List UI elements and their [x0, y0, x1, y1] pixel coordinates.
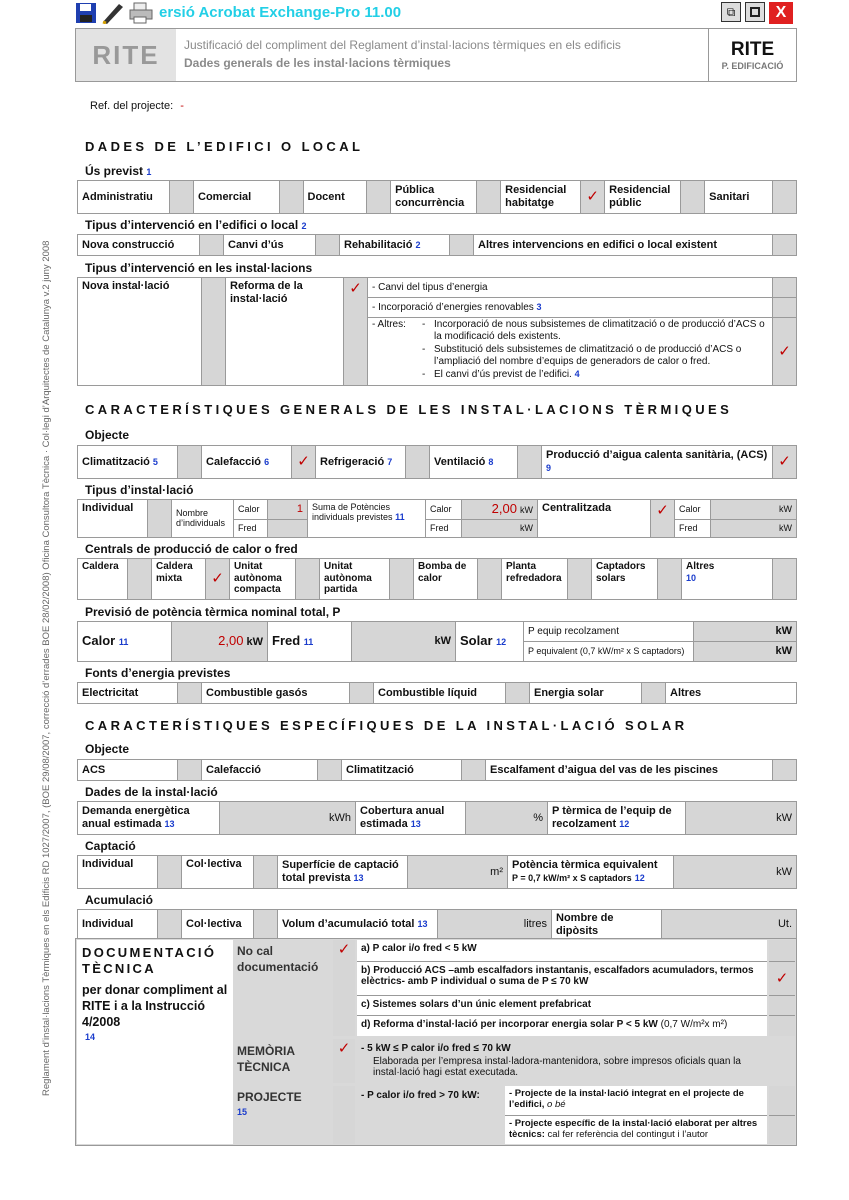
doc-projecte-line: - P calor i/o fred > 70 kW: [361, 1090, 480, 1101]
acum-volum-value[interactable]: litres [438, 910, 552, 940]
centrals-captadors-check[interactable] [658, 559, 682, 600]
acum-label: Acumulació [85, 893, 154, 907]
dades-pterm-label: P tèrmica de l’equip de recolzament [552, 805, 672, 830]
doc-title: DOCUMENTACIÓ TÈCNICA [82, 945, 217, 977]
capt-potencia [508, 856, 674, 889]
prev-pequip-value[interactable]: kW [694, 622, 797, 642]
save-icon[interactable] [75, 2, 97, 24]
tipus-centralitzada-check[interactable] [651, 500, 675, 538]
tipus-individual-check[interactable] [148, 500, 172, 538]
us-publica: Pública concurrència [391, 181, 477, 214]
us-label-text: Ús previst [85, 164, 144, 178]
tipus-suma-calor-value-text: 2,00 [491, 501, 517, 516]
obj3-piscines-check[interactable] [773, 760, 797, 781]
section1-title: DADES DE L’EDIFICI O LOCAL [85, 139, 364, 154]
header-right-title: RITE [730, 39, 775, 60]
us-res-habitatge-check[interactable] [581, 181, 605, 214]
prev-label: Previsió de potència tèrmica nominal total, P [85, 605, 341, 619]
inst-altres-check[interactable] [773, 318, 797, 386]
us-administratiu-check[interactable] [170, 181, 194, 214]
fonts-table [77, 682, 797, 704]
check-mark-icon: ✓ [211, 570, 224, 588]
dades-pterm [548, 802, 686, 835]
us-res-public-check[interactable] [681, 181, 705, 214]
centrals-bomba-check[interactable] [478, 559, 502, 600]
dades-label: Dades de la instal·lació [85, 785, 218, 799]
prev-fred-label: Fred [272, 633, 301, 649]
int-nova: Nova construcció [78, 235, 200, 256]
centrals-compacta: Unitat autònoma compacta [230, 559, 296, 600]
doc-proj2 [505, 1116, 767, 1144]
obj2-acs-ref: 9 [546, 463, 552, 473]
int-label-text: Tipus d’intervenció en l’edifici o local [85, 218, 299, 232]
obj2-refrig-label: Refrigeració [320, 455, 385, 468]
inst-table [77, 277, 797, 386]
tipus-cent-calor-label: Calor [675, 500, 711, 520]
us-sanitari-check[interactable] [773, 181, 797, 214]
capt-potencia-formula: P = 0,7 kW/m² x S captadors [512, 873, 632, 883]
tipus-suma-ref: 11 [395, 512, 405, 523]
check-mark-icon: ✓ [656, 502, 669, 519]
dades-pterm-ref: 12 [619, 819, 630, 829]
int-rehab-ref: 2 [415, 239, 421, 250]
dades-demanda-ref: 13 [164, 819, 175, 829]
doc-projecte-checks [769, 1086, 795, 1144]
obj3-piscines: Escalfament d’aigua del vas de les piscines [486, 760, 773, 781]
obj3-climat: Climatització [342, 760, 462, 781]
int-rehab-check[interactable] [450, 235, 474, 256]
centrals-altres-ref: 10 [686, 572, 697, 583]
fonts-solar: Energia solar [530, 683, 642, 704]
obj2-climat-ref: 5 [152, 456, 158, 467]
inst-nova-check[interactable] [202, 278, 226, 386]
restore-button[interactable]: ⧉ [721, 2, 741, 22]
obj2-calef-label: Calefacció [206, 455, 262, 468]
dades-demanda [78, 802, 220, 835]
doc-memoria-check[interactable] [333, 1039, 355, 1083]
centrals-label: Centrals de producció de calor o fred [85, 542, 298, 556]
dades-cobertura-label: Cobertura anual estimada [360, 805, 445, 830]
doc-proj2-check[interactable] [769, 1116, 795, 1144]
centrals-captadors: Captadors solars [592, 559, 658, 600]
doc-d-unit: (0,7 W/m²x m²) [660, 1019, 728, 1030]
int-rehab [340, 235, 450, 256]
dades-cobertura-value[interactable]: % [466, 802, 548, 835]
tipus-cent-fred-label: Fred [675, 519, 711, 537]
obj2-refrig-ref: 7 [387, 456, 393, 467]
obj2-table [77, 445, 797, 479]
inst-incorporacio [368, 298, 773, 318]
dades-pterm-value[interactable]: kW [686, 802, 797, 835]
inst-reforma-check[interactable] [344, 278, 368, 386]
us-comercial-check[interactable] [279, 181, 303, 214]
tipus-calor-value[interactable] [268, 500, 308, 520]
prev-calor [78, 622, 172, 662]
fonts-gas-check[interactable] [350, 683, 374, 704]
us-table [77, 180, 797, 214]
prev-pequiv-value[interactable]: kW [694, 642, 797, 662]
dades-cobertura-ref: 13 [410, 819, 421, 829]
doc-c: c) Sistemes solars d’un únic element prefabricat [357, 996, 767, 1016]
centrals-partida-check[interactable] [390, 559, 414, 600]
fonts-gas: Combustible gasós [202, 683, 350, 704]
doc-projecte-label: PROJECTE [237, 1090, 302, 1104]
prev-table [77, 621, 797, 662]
tipus-suma-calor-value[interactable] [462, 500, 538, 520]
int-nova-check[interactable] [200, 235, 224, 256]
us-sanitari: Sanitari [705, 181, 773, 214]
inst-nova: Nova instal·lació [78, 278, 202, 386]
us-res-habitatge: Residencial habitatge [501, 181, 581, 214]
maximize-button[interactable] [745, 2, 765, 22]
obj2-acs-check[interactable] [773, 446, 797, 479]
acum-table [77, 909, 797, 940]
prev-calor-value[interactable] [172, 622, 268, 662]
centrals-compacta-check[interactable] [296, 559, 320, 600]
prev-pequip: P equip recolzament [524, 622, 694, 642]
fonts-elec: Electricitat [78, 683, 178, 704]
capt-potencia-label: Potència tèrmica equivalent [512, 859, 658, 872]
doc-nocal: No cal documentació [237, 944, 319, 974]
tipus-individual: Individual [78, 500, 148, 538]
check-mark-icon: ✓ [337, 941, 351, 958]
tipus-calor-value-text: 1 [296, 503, 303, 516]
obj2-refrig-check[interactable] [406, 446, 430, 479]
doc-proj2-rest: cal fer referència del contingut i l’autor [547, 1129, 709, 1140]
doc-d [357, 1016, 767, 1036]
tipus-cent-calor-value[interactable]: kW [711, 500, 797, 520]
doc-proj1-check[interactable] [769, 1086, 795, 1116]
capt-label: Captació [85, 839, 136, 853]
int-label [85, 218, 307, 232]
us-res-public: Residencial públic [605, 181, 681, 214]
int-altres-check[interactable] [773, 235, 797, 256]
obj2-label: Objecte [85, 428, 130, 442]
section3-title: CARACTERÍSTIQUES ESPECÍFIQUES DE LA INSTAL·LACIÓ SOLAR [85, 718, 688, 733]
check-mark-icon: ✓ [778, 342, 791, 360]
acum-volum-ref: 13 [417, 919, 428, 930]
doc-proj1-o: o bé [547, 1099, 566, 1110]
capt-superficie-value[interactable]: m² [408, 856, 508, 889]
acum-volum-label: Volum d’acumulació total [282, 918, 415, 931]
prev-calor-value-text: 2,00 [218, 633, 244, 649]
doc-memoria-line: - 5 kW ≤ P calor i/o fred ≤ 70 kW [361, 1043, 511, 1054]
doc-projecte-options [505, 1086, 767, 1144]
inst-incorporacio-check[interactable] [773, 298, 797, 318]
doc-c-check[interactable] [769, 996, 795, 1016]
centrals-planta: Planta refredadora [502, 559, 568, 600]
doc-left [77, 940, 233, 1144]
us-comercial: Comercial [194, 181, 280, 214]
inst-reforma: Reforma de la instal·lació [226, 278, 344, 386]
centrals-table [77, 558, 797, 600]
fonts-elec-check[interactable] [178, 683, 202, 704]
us-publica-check[interactable] [477, 181, 501, 214]
capt-superficie-ref: 13 [353, 873, 364, 883]
centrals-caldera: Caldera [78, 559, 128, 600]
fonts-altres: Altres [666, 683, 797, 704]
acum-collectiva-check[interactable] [254, 910, 278, 940]
check-mark-icon: ✓ [349, 280, 362, 297]
inst-incorporacio-label: - Incorporació d’energies renovables [372, 301, 534, 313]
acum-collectiva: Col·lectiva [182, 910, 254, 940]
capt-superficie [278, 856, 408, 889]
us-label [85, 164, 151, 178]
fonts-liquid: Combustible líquid [374, 683, 506, 704]
capt-table [77, 855, 797, 889]
obj3-climat-check[interactable] [462, 760, 486, 781]
acum-nombre: Nombre de dipòsits [552, 910, 662, 940]
inst-altres-item3: El canvi d’ús previst de l’edifici. [434, 369, 572, 380]
fonts-solar-check[interactable] [642, 683, 666, 704]
tipus-fred-label: Fred [234, 519, 268, 537]
header-line2: Dades generals de les instal·lacions tèrmiques [184, 56, 451, 70]
doc-proj2-text: - Projecte específic de la instal·lació elaborat per altres tècnics: [509, 1118, 758, 1140]
doc-a: a) P calor i/o fred < 5 kW [357, 940, 767, 962]
prev-calor-label: Calor [82, 633, 116, 649]
int-ref: 2 [301, 221, 307, 231]
tipus-fred-value[interactable] [268, 519, 308, 537]
fonts-liquid-check[interactable] [506, 683, 530, 704]
us-ref: 1 [146, 167, 152, 177]
prev-calor-ref: 11 [118, 637, 129, 648]
acum-individual: Individual [78, 910, 158, 940]
inst-canvi-tipus-check[interactable] [773, 278, 797, 298]
doc-d-check[interactable] [769, 1016, 795, 1036]
doc-nocal-lines [357, 940, 767, 1036]
inst-altres-item2: Substitució dels subsistemes de climatització o de producció d’ACS o l’ampliació del nombre d’equips de generadors de calor o fred. [434, 344, 742, 367]
doc-projecte-ref: 15 [237, 1107, 248, 1117]
doc-memoria-text [357, 1039, 767, 1083]
capt-potencia-ref: 12 [634, 873, 645, 883]
centrals-caldera-mixta: Caldera mixta [152, 559, 206, 600]
doc-memoria-desc: Elaborada per l’empresa instal·ladora-mantenidora, sobre impresos oficials quan la instal·lació hagi estat executada. [373, 1056, 741, 1078]
capt-potencia-value[interactable]: kW [674, 856, 797, 889]
int-canvi: Canvi d’ús [224, 235, 316, 256]
check-mark-icon: ✓ [775, 970, 789, 987]
obj2-acs-label: Producció d’aigua calenta sanitària, (ACS) [546, 449, 768, 462]
tipus-label: Tipus d’instal·lació [85, 483, 194, 497]
centrals-caldera-mixta-check[interactable] [206, 559, 230, 600]
int-canvi-check[interactable] [316, 235, 340, 256]
obj2-acs [542, 446, 773, 479]
obj2-calef-ref: 6 [264, 456, 270, 467]
capt-individual-check[interactable] [158, 856, 182, 889]
capt-individual: Individual [78, 856, 158, 889]
inst-altres: - Altres: - Incorporació de nous subsistemes de climatització o de producció d’ACS o la modificació dels existents. - Substitució dels subsistemes de climatització o de producció d’ACS o l’ampliació del nombre d’equips de generadors de calor o fred. - El canvi d’ús previst de l’edifici. 4 [368, 318, 773, 386]
tipus-cent-fred-value[interactable]: kW [711, 519, 797, 537]
project-ref-value[interactable]: - [180, 100, 184, 112]
toolbar [75, 2, 797, 26]
obj2-refrig [316, 446, 406, 479]
sidebar-text: Reglament d’instal·lacions Tèrmiques en els Edificis RD 1027/2007, (BOE 29/08/2007, correcció d’errades BOE 28/02/2008) Oficina Consultora Tècnica · Col·legi d’Arquitectes de Catalunya v.2 juny 2008 [41, 240, 52, 1096]
prev-pequiv: P equivalent (0,7 kW/m² x S captadors) [524, 642, 694, 662]
obj2-climat-label: Climatització [82, 455, 150, 468]
tipus-suma-fred-label: Fred [426, 519, 462, 537]
tipus-suma-fred-value[interactable]: kW [462, 519, 538, 537]
capt-collectiva-check[interactable] [254, 856, 278, 889]
doc-nocal-check[interactable] [333, 940, 355, 1036]
prev-fred-ref: 11 [303, 637, 314, 648]
us-administratiu: Administratiu [78, 181, 170, 214]
doc-ref: 14 [85, 1032, 96, 1043]
doc-b-check[interactable] [769, 962, 795, 996]
doc-projecte [237, 1090, 333, 1117]
tipus-centralitzada: Centralitzada [538, 500, 651, 538]
section2-title: CARACTERÍSTIQUES GENERALS DE LES INSTAL·LACIONS TÈRMIQUES [85, 402, 733, 417]
centrals-caldera-check[interactable] [128, 559, 152, 600]
check-mark-icon: ✓ [337, 1040, 351, 1057]
doc-right-checks [769, 940, 795, 1036]
toolbar-title: ersió Acrobat Exchange-Pro 11.00 [159, 4, 402, 21]
prev-fred [268, 622, 352, 662]
obj2-climat [78, 446, 178, 479]
prev-solar [456, 622, 524, 662]
obj3-acs: ACS [78, 760, 178, 781]
project-ref-label: Ref. del projecte: [90, 100, 174, 112]
obj2-climat-check[interactable] [178, 446, 202, 479]
inst-altres-label: - Altres: [372, 319, 406, 330]
header [75, 28, 797, 82]
obj2-vent-ref: 8 [488, 456, 494, 467]
prev-solar-label: Solar [460, 633, 493, 649]
close-button[interactable]: X [769, 2, 793, 24]
inst-canvi-tipus: - Canvi del tipus d’energia [368, 278, 773, 298]
doc-proj1 [505, 1086, 767, 1116]
doc-projecte-check[interactable] [333, 1086, 355, 1144]
obj3-acs-check[interactable] [178, 760, 202, 781]
obj2-calef [202, 446, 292, 479]
doc-d-label: d) Reforma d’instal·lació per incorporar energia solar P < 5 kW [361, 1019, 658, 1030]
header-right [708, 29, 796, 81]
centrals-altres [682, 559, 773, 600]
us-docent: Docent [303, 181, 367, 214]
project-ref [90, 100, 184, 112]
capt-collectiva: Col·lectiva [182, 856, 254, 889]
header-line1: Justificació del compliment del Reglament d’instal·lacions tèrmiques en els edificis [184, 38, 621, 52]
inst-incorporacio-ref: 3 [536, 301, 542, 312]
check-mark-icon: ✓ [586, 188, 599, 206]
header-logo: RITE [76, 29, 176, 81]
dades-demanda-label: Demanda energètica anual estimada [82, 805, 190, 830]
doc-sub: per donar compliment al RITE i a la Instrucció 4/2008 [82, 982, 228, 1029]
fonts-label: Fonts d’energia previstes [85, 666, 231, 680]
obj2-vent-check[interactable] [518, 446, 542, 479]
prev-solar-ref: 12 [496, 637, 507, 648]
prev-calor-unit: kW [246, 636, 263, 649]
inst-altres-item1: Incorporació de nous subsistemes de climatització o de producció d’ACS o la modificació dels existents. [434, 319, 765, 342]
us-docent-check[interactable] [367, 181, 391, 214]
doc-proj1-text: - Projecte de la instal·lació integrat en el projecte de l’edifici, [509, 1088, 744, 1110]
doc-a-check[interactable] [769, 940, 795, 962]
obj3-table [77, 759, 797, 781]
centrals-altres-label: Altres [686, 561, 715, 572]
int-altres: Altres intervencions en edifici o local existent [474, 235, 773, 256]
centrals-planta-check[interactable] [568, 559, 592, 600]
tipus-suma-calor-label: Calor [426, 500, 462, 520]
int-rehab-label: Rehabilitació [344, 238, 413, 251]
prev-fred-value[interactable]: kW [352, 622, 456, 662]
int-table [77, 234, 797, 256]
print-icon[interactable] [129, 2, 153, 24]
obj2-vent-label: Ventilació [434, 455, 486, 468]
tipus-suma [308, 500, 426, 538]
check-mark-icon: ✓ [778, 453, 791, 471]
acum-individual-check[interactable] [158, 910, 182, 940]
tipus-calor-label: Calor [234, 500, 268, 520]
obj3-calef: Calefacció [202, 760, 318, 781]
dades-table [77, 801, 797, 835]
obj3-calef-check[interactable] [318, 760, 342, 781]
doc-memoria: MEMÒRIA TÈCNICA [237, 1044, 295, 1074]
acum-volum [278, 910, 438, 940]
dades-demanda-value[interactable]: kWh [220, 802, 356, 835]
acum-nombre-value[interactable]: Ut. [662, 910, 797, 940]
pen-icon[interactable] [101, 2, 125, 24]
centrals-bomba: Bomba de calor [414, 559, 478, 600]
tipus-nombre: Nombre d’individuals [172, 500, 234, 538]
tipus-suma-label: Suma de Potències individuals previstes [312, 502, 393, 523]
tipus-table [77, 499, 797, 538]
centrals-altres-check[interactable] [773, 559, 797, 600]
obj3-label: Objecte [85, 742, 130, 756]
header-right-sub: P. EDIFICACIÓ [721, 61, 784, 71]
obj2-calef-check[interactable] [292, 446, 316, 479]
obj2-vent [430, 446, 518, 479]
capt-superficie-label: Superfície de captació total prevista [282, 859, 399, 884]
check-mark-icon: ✓ [297, 453, 310, 471]
inst-label: Tipus d’intervenció en les instal·lacions [85, 261, 313, 275]
inst-altres-ref: 4 [574, 369, 580, 379]
dades-cobertura [356, 802, 466, 835]
tipus-suma-calor-unit: kW [520, 505, 533, 515]
centrals-partida: Unitat autònoma partida [320, 559, 390, 600]
doc-b: b) Producció ACS –amb escalfadors instantanis, escalfadors acumuladors, termos elèctrics- amb P individual o suma de P ≤ 70 kW [357, 962, 767, 996]
